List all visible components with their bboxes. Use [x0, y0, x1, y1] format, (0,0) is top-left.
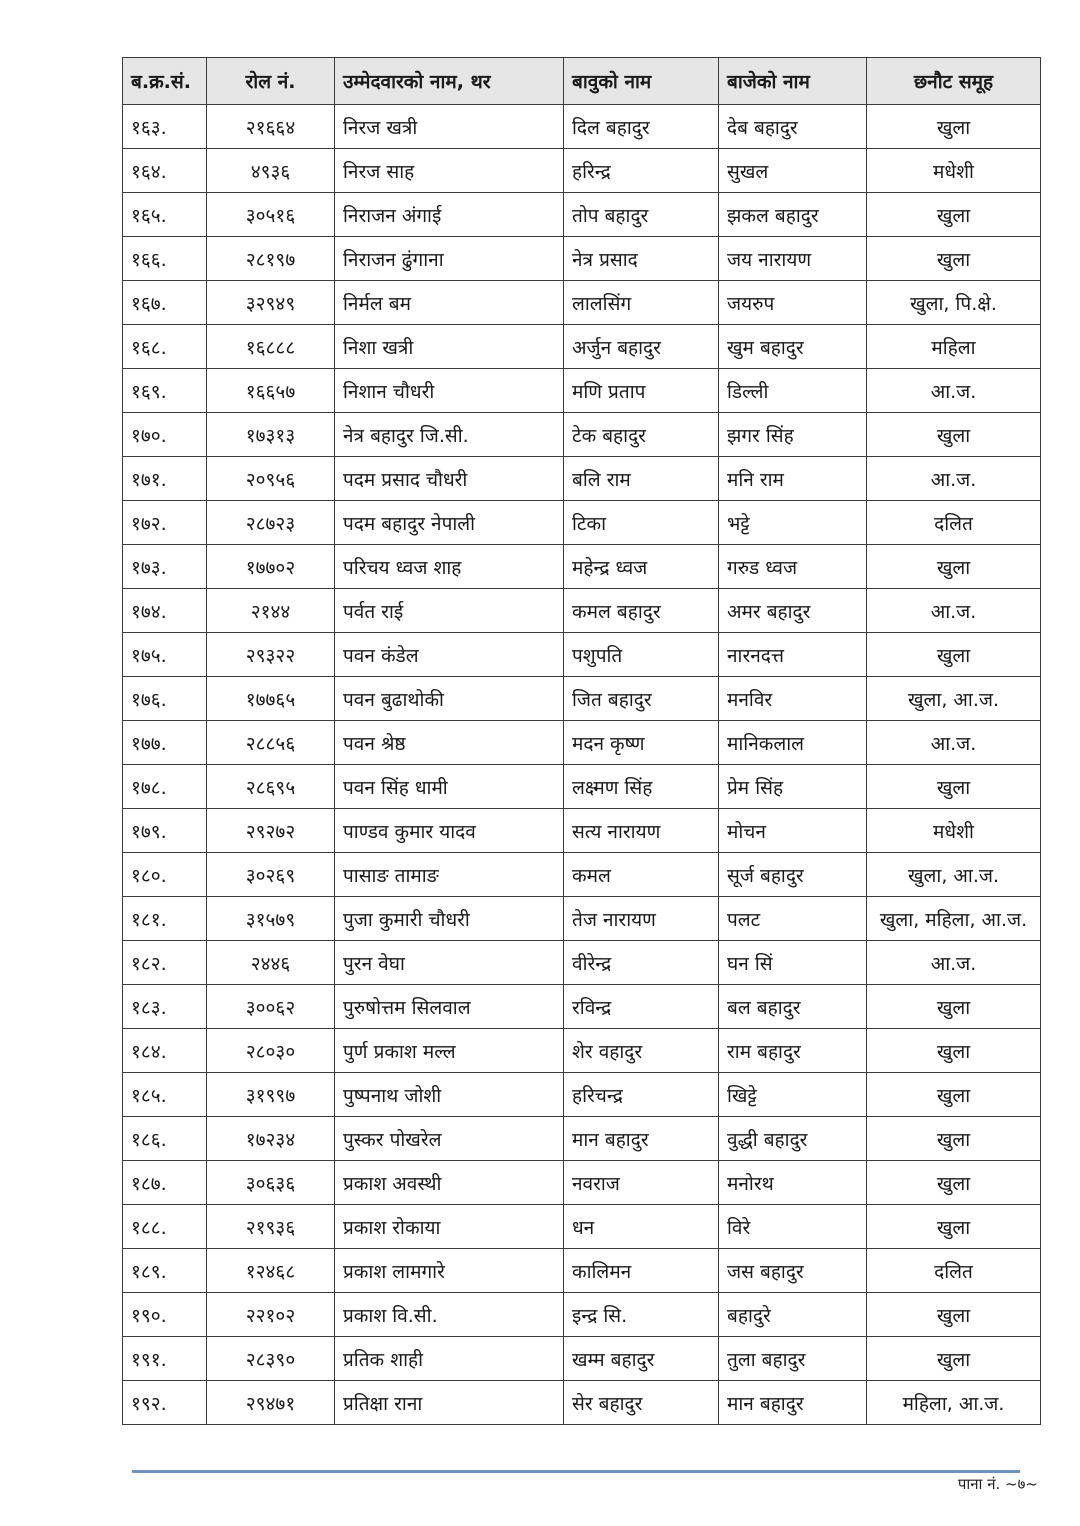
grandfather-name-cell: भट्टे [719, 501, 867, 545]
table-row [123, 369, 1041, 413]
grandfather-name-cell: जस बहादुर [719, 1249, 867, 1293]
serial-number-cell: १६९. [123, 369, 207, 413]
selection-group-cell: मधेशी [867, 149, 1041, 193]
candidate-name-cell: पासाङ तामाङ [335, 853, 564, 897]
grandfather-name-cell: डिल्ली [719, 369, 867, 413]
candidate-name-cell: प्रकाश रोकाया [335, 1205, 564, 1249]
table-row [123, 985, 1041, 1029]
roll-number-cell: २८१९७ [207, 237, 335, 281]
grandfather-name-cell: जयरुप [719, 281, 867, 325]
selection-group-cell: खुला [867, 1073, 1041, 1117]
father-name-cell: इन्द्र सि. [564, 1293, 719, 1337]
serial-number-cell: १७०. [123, 413, 207, 457]
table-header [123, 58, 1041, 105]
selection-group-cell: खुला [867, 105, 1041, 149]
footer-divider [132, 1470, 1020, 1473]
selection-group-cell: खुला [867, 1117, 1041, 1161]
grandfather-name-cell: झगर सिंह [719, 413, 867, 457]
serial-number-cell: १८४. [123, 1029, 207, 1073]
grandfather-name-cell: सूर्ज बहादुर [719, 853, 867, 897]
father-name-cell: धन [564, 1205, 719, 1249]
roll-number-cell: ३०२६९ [207, 853, 335, 897]
father-name-cell: जित बहादुर [564, 677, 719, 721]
roll-number-cell: ३०६३६ [207, 1161, 335, 1205]
father-name-cell: कमल बहादुर [564, 589, 719, 633]
father-name-cell: लक्ष्मण सिंह [564, 765, 719, 809]
selection-group-cell: आ.ज. [867, 721, 1041, 765]
serial-number-cell: १८७. [123, 1161, 207, 1205]
serial-number-cell: १७६. [123, 677, 207, 721]
selection-group-cell: खुला [867, 1293, 1041, 1337]
selection-group-cell: मधेशी [867, 809, 1041, 853]
father-name-cell: मान बहादुर [564, 1117, 719, 1161]
selection-group-cell: खुला [867, 1337, 1041, 1381]
serial-number-cell: १६६. [123, 237, 207, 281]
table-row [123, 809, 1041, 853]
selection-group-cell: खुला [867, 765, 1041, 809]
serial-number-cell: १६७. [123, 281, 207, 325]
grandfather-name-cell: बल बहादुर [719, 985, 867, 1029]
roll-number-cell: २९४७१ [207, 1381, 335, 1425]
candidate-name-cell: पुष्पनाथ जोशी [335, 1073, 564, 1117]
table-body [123, 105, 1041, 1425]
grandfather-name-cell: खुम बहादुर [719, 325, 867, 369]
table-row [123, 413, 1041, 457]
selection-group-cell: खुला [867, 413, 1041, 457]
serial-number-cell: १७४. [123, 589, 207, 633]
candidate-name-cell: प्रतिक शाही [335, 1337, 564, 1381]
father-name-cell: मणि प्रताप [564, 369, 719, 413]
table-row [123, 105, 1041, 149]
candidate-name-cell: पवन श्रेष्ठ [335, 721, 564, 765]
candidate-name-cell: पदम प्रसाद चौधरी [335, 457, 564, 501]
father-name-cell: वीरेन्द्र [564, 941, 719, 985]
roll-number-cell: ४९३६ [207, 149, 335, 193]
roll-number-cell: २९२७२ [207, 809, 335, 853]
serial-number-cell: १७३. [123, 545, 207, 589]
father-name-cell: रविन्द्र [564, 985, 719, 1029]
selection-group-cell: आ.ज. [867, 369, 1041, 413]
table-row [123, 633, 1041, 677]
candidate-name-cell: पुस्कर पोखरेल [335, 1117, 564, 1161]
page-number: पाना नं. ~७~ [957, 1475, 1038, 1493]
grandfather-name-cell: राम बहादुर [719, 1029, 867, 1073]
serial-number-cell: १८२. [123, 941, 207, 985]
father-name-cell: तेज नारायण [564, 897, 719, 941]
candidate-name-cell: पदम बहादुर नेपाली [335, 501, 564, 545]
grandfather-name-cell: बहादुरे [719, 1293, 867, 1337]
roll-number-cell: १६६५७ [207, 369, 335, 413]
grandfather-name-cell: जय नारायण [719, 237, 867, 281]
roll-number-cell: १७३१३ [207, 413, 335, 457]
roll-number-cell: २४४६ [207, 941, 335, 985]
roll-number-cell: १६८८८ [207, 325, 335, 369]
selection-group-cell: खुला, आ.ज. [867, 677, 1041, 721]
table-row [123, 193, 1041, 237]
selection-group-cell: खुला, आ.ज. [867, 853, 1041, 897]
grandfather-name-cell: मानिकलाल [719, 721, 867, 765]
father-name-cell: मदन कृष्ण [564, 721, 719, 765]
serial-number-cell: १७२. [123, 501, 207, 545]
candidate-name-cell: निरज खत्री [335, 105, 564, 149]
candidate-name-cell: निराजन अंगाई [335, 193, 564, 237]
selection-group-cell: खुला [867, 633, 1041, 677]
table-row [123, 589, 1041, 633]
roll-number-cell: १२४६८ [207, 1249, 335, 1293]
roll-number-cell: २८३९० [207, 1337, 335, 1381]
roll-number-cell: १७७०२ [207, 545, 335, 589]
table-row [123, 457, 1041, 501]
selection-group-cell: खुला [867, 1029, 1041, 1073]
serial-number-cell: १६३. [123, 105, 207, 149]
roll-number-cell: १७७६५ [207, 677, 335, 721]
serial-number-cell: १६८. [123, 325, 207, 369]
grandfather-name-cell: झकल बहादुर [719, 193, 867, 237]
table-row [123, 1337, 1041, 1381]
selection-group-cell: खुला [867, 237, 1041, 281]
father-name-cell: हरिन्द्र [564, 149, 719, 193]
serial-number-cell: १८०. [123, 853, 207, 897]
serial-number-cell: १७९. [123, 809, 207, 853]
grandfather-name-cell: पलट [719, 897, 867, 941]
roll-number-cell: २१६६४ [207, 105, 335, 149]
grandfather-name-cell: देब बहादुर [719, 105, 867, 149]
table-row [123, 765, 1041, 809]
candidate-name-cell: पवन बुढाथोकी [335, 677, 564, 721]
serial-number-cell: १८५. [123, 1073, 207, 1117]
table-row [123, 853, 1041, 897]
table-row [123, 149, 1041, 193]
roll-number-cell: २१४४ [207, 589, 335, 633]
table-row [123, 1117, 1041, 1161]
table-row [123, 501, 1041, 545]
grandfather-name-cell: सुखल [719, 149, 867, 193]
father-name-cell: पशुपति [564, 633, 719, 677]
candidate-name-cell: नेत्र बहादुर जि.सी. [335, 413, 564, 457]
table-row [123, 545, 1041, 589]
serial-number-cell: १६५. [123, 193, 207, 237]
candidate-name-cell: पाण्डव कुमार यादव [335, 809, 564, 853]
roll-number-cell: ३१९९७ [207, 1073, 335, 1117]
candidate-name-cell: निराजन ढुंगाना [335, 237, 564, 281]
serial-number-cell: १६४. [123, 149, 207, 193]
serial-number-cell: १७५. [123, 633, 207, 677]
serial-number-cell: १८३. [123, 985, 207, 1029]
selection-group-cell: खुला [867, 985, 1041, 1029]
candidate-name-cell: निशा खत्री [335, 325, 564, 369]
father-name-cell: नेत्र प्रसाद [564, 237, 719, 281]
serial-number-cell: १८६. [123, 1117, 207, 1161]
header-candidate-name: उम्मेदवारको नाम, थर [335, 58, 564, 105]
grandfather-name-cell: घन सिं [719, 941, 867, 985]
table-row [123, 1073, 1041, 1117]
father-name-cell: महेन्द्र ध्वज [564, 545, 719, 589]
header-serial-number: ब.क्र.सं. [123, 58, 207, 105]
candidate-name-cell: पर्वत राई [335, 589, 564, 633]
candidate-name-cell: पुर्ण प्रकाश मल्ल [335, 1029, 564, 1073]
selection-group-cell: खुला [867, 1205, 1041, 1249]
roll-number-cell: २८७२३ [207, 501, 335, 545]
roll-number-cell: २९३२२ [207, 633, 335, 677]
candidate-name-cell: पुरन वेघा [335, 941, 564, 985]
father-name-cell: नवराज [564, 1161, 719, 1205]
candidate-name-cell: प्रकाश अवस्थी [335, 1161, 564, 1205]
candidate-name-cell: प्रकाश वि.सी. [335, 1293, 564, 1337]
father-name-cell: टेक बहादुर [564, 413, 719, 457]
header-roll-number: रोल नं. [207, 58, 335, 105]
father-name-cell: खम्म बहादुर [564, 1337, 719, 1381]
serial-number-cell: १८१. [123, 897, 207, 941]
roll-number-cell: १७२३४ [207, 1117, 335, 1161]
selection-group-cell: खुला [867, 193, 1041, 237]
selection-group-cell: दलित [867, 501, 1041, 545]
table-row [123, 1293, 1041, 1337]
selection-group-cell: महिला [867, 325, 1041, 369]
selection-group-cell: आ.ज. [867, 941, 1041, 985]
father-name-cell: सेर बहादुर [564, 1381, 719, 1425]
candidate-name-cell: पुजा कुमारी चौधरी [335, 897, 564, 941]
serial-number-cell: १७१. [123, 457, 207, 501]
candidate-results-table [122, 57, 1041, 1425]
header-father-name: बावुको नाम [564, 58, 719, 105]
serial-number-cell: १७८. [123, 765, 207, 809]
serial-number-cell: १९०. [123, 1293, 207, 1337]
father-name-cell: सत्य नारायण [564, 809, 719, 853]
father-name-cell: हरिचन्द्र [564, 1073, 719, 1117]
grandfather-name-cell: मनविर [719, 677, 867, 721]
roll-number-cell: २१९३६ [207, 1205, 335, 1249]
roll-number-cell: २८६९५ [207, 765, 335, 809]
father-name-cell: कालिमन [564, 1249, 719, 1293]
serial-number-cell: १७७. [123, 721, 207, 765]
grandfather-name-cell: नारनदत्त [719, 633, 867, 677]
candidate-name-cell: प्रतिक्षा राना [335, 1381, 564, 1425]
grandfather-name-cell: खिट्टे [719, 1073, 867, 1117]
header-row [123, 58, 1041, 105]
father-name-cell: बलि राम [564, 457, 719, 501]
candidate-name-cell: पुरुषोत्तम सिलवाल [335, 985, 564, 1029]
table-row [123, 677, 1041, 721]
table-row [123, 1205, 1041, 1249]
selection-group-cell: खुला, महिला, आ.ज. [867, 897, 1041, 941]
header-grandfather-name: बाजेको नाम [719, 58, 867, 105]
table-row [123, 325, 1041, 369]
serial-number-cell: १९१. [123, 1337, 207, 1381]
selection-group-cell: आ.ज. [867, 589, 1041, 633]
father-name-cell: दिल बहादुर [564, 105, 719, 149]
candidate-name-cell: पवन कंडेल [335, 633, 564, 677]
grandfather-name-cell: वुद्धी बहादुर [719, 1117, 867, 1161]
selection-group-cell: खुला, पि.क्षे. [867, 281, 1041, 325]
table-row [123, 1029, 1041, 1073]
grandfather-name-cell: मनोरथ [719, 1161, 867, 1205]
candidate-name-cell: पवन सिंह धामी [335, 765, 564, 809]
serial-number-cell: १९२. [123, 1381, 207, 1425]
selection-group-cell: दलित [867, 1249, 1041, 1293]
table-row [123, 897, 1041, 941]
serial-number-cell: १८९. [123, 1249, 207, 1293]
roll-number-cell: ३१५७९ [207, 897, 335, 941]
table-row [123, 1381, 1041, 1425]
table-row [123, 941, 1041, 985]
candidate-name-cell: निरज साह [335, 149, 564, 193]
grandfather-name-cell: मोचन [719, 809, 867, 853]
table-row [123, 1249, 1041, 1293]
grandfather-name-cell: अमर बहादुर [719, 589, 867, 633]
roll-number-cell: २२१०२ [207, 1293, 335, 1337]
roll-number-cell: ३०५१६ [207, 193, 335, 237]
father-name-cell: अर्जुन बहादुर [564, 325, 719, 369]
roll-number-cell: २०९५६ [207, 457, 335, 501]
grandfather-name-cell: मनि राम [719, 457, 867, 501]
candidate-name-cell: निर्मल बम [335, 281, 564, 325]
selection-group-cell: आ.ज. [867, 457, 1041, 501]
table-row [123, 281, 1041, 325]
table-row [123, 721, 1041, 765]
father-name-cell: शेर वहादुर [564, 1029, 719, 1073]
roll-number-cell: २८८५६ [207, 721, 335, 765]
selection-group-cell: खुला [867, 1161, 1041, 1205]
selection-group-cell: महिला, आ.ज. [867, 1381, 1041, 1425]
grandfather-name-cell: गरुड ध्वज [719, 545, 867, 589]
grandfather-name-cell: मान बहादुर [719, 1381, 867, 1425]
serial-number-cell: १८८. [123, 1205, 207, 1249]
table-row [123, 237, 1041, 281]
father-name-cell: तोप बहादुर [564, 193, 719, 237]
candidate-name-cell: निशान चौधरी [335, 369, 564, 413]
header-selection-group: छनौट समूह [867, 58, 1041, 105]
candidate-name-cell: प्रकाश लामगारे [335, 1249, 564, 1293]
roll-number-cell: ३२९४९ [207, 281, 335, 325]
roll-number-cell: ३००६२ [207, 985, 335, 1029]
father-name-cell: लालसिंग [564, 281, 719, 325]
table-row [123, 1161, 1041, 1205]
grandfather-name-cell: विरे [719, 1205, 867, 1249]
roll-number-cell: २८०३० [207, 1029, 335, 1073]
selection-group-cell: खुला [867, 545, 1041, 589]
father-name-cell: टिका [564, 501, 719, 545]
candidate-name-cell: परिचय ध्वज शाह [335, 545, 564, 589]
grandfather-name-cell: तुला बहादुर [719, 1337, 867, 1381]
grandfather-name-cell: प्रेम सिंह [719, 765, 867, 809]
father-name-cell: कमल [564, 853, 719, 897]
